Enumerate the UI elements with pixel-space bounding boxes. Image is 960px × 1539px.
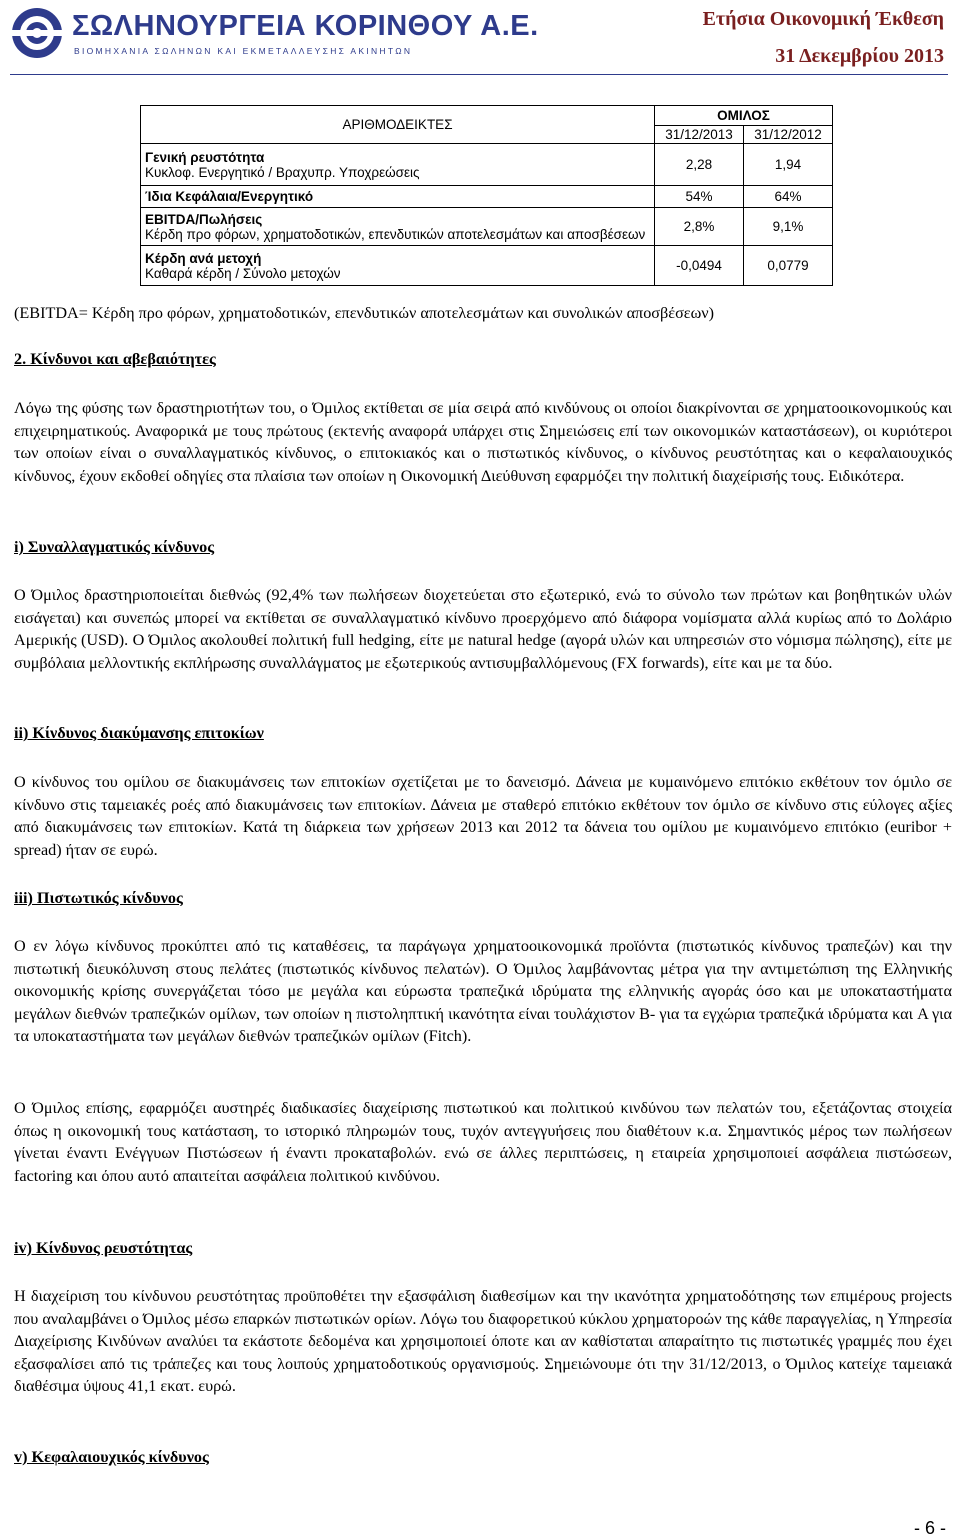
col-2012-header: 31/12/2012: [744, 126, 833, 144]
company-logo-icon: [10, 6, 64, 60]
row-title: Γενική ρευστότητα: [145, 149, 265, 165]
liquidity-risk-heading: iv) Κίνδυνος ρευστότητας: [14, 1239, 193, 1257]
section-2-paragraph: Λόγω της φύσης των δραστηριοτήτων του, ο Όμιλος εκτίθεται σε μία σειρά από κινδύνους οι οποίοι διακρίνονται σε χρηματοοικονομικούς και επιχειρηματικούς. Αναφορικά με τους πρώτους (εκτενής αναφορά υπάρχει στις Σημειώσεις επί των οικονομικών καταστάσεων), οι κυριότεροι των οποίων είναι ο συναλλαγματικός κίνδυνος, ο επιτοκιακός και ο πιστωτικός κίνδυνος, ο κίνδυνος ρευστότητας και ο κεφαλαιουχικός κίνδυνος, έχουν εκδοθεί οδηγίες στα πλαίσια των οποίων η Οικονομική Διεύθυνση εφαρμόζει την πολιτική διαχείρισής τους. Ειδικότερα.: [14, 399, 952, 485]
company-name: ΣΩΛΗΝΟΥΡΓΕΙΑ ΚΟΡΙΝΘΟΥ Α.Ε.: [72, 10, 539, 42]
row-value-2013: 2,8%: [655, 208, 744, 246]
table-title: ΑΡΙΘΜΟΔΕΙΚΤΕΣ: [141, 106, 655, 144]
header-divider: [10, 74, 948, 75]
credit-risk-paragraph-1: Ο εν λόγω κίνδυνος προκύπτει από τις καταθέσεις, τα παράγωγα χρηματοοικονομικά προϊόντα (πιστωτικός κίνδυνος τραπεζών) και την πιστωτική διευκόλυνση στους πελάτες (πιστωτικός κίνδυνος πελατών). Ο Όμιλος λαμβάνοντας μέτρα για την αντιμετώπιση της Ελληνικής οικονομικής κρίσης συνεργάζεται τόσο με μεγάλα και εύρωστα τραπεζικά ιδρύματα της ελληνικής αγοράς όσο και με υποκαταστήματα μεγάλων διεθνών τραπεζικών ομίλων, των οποίων η πιστοληπτική ικανότητα είναι τουλάχιστον B- για τα εγχώρια τραπεζικά ιδρύματα και A για τα υποκαταστήματα των μεγάλων διεθνών τραπεζικών ομίλων (Fitch).: [14, 937, 952, 1045]
liquidity-risk-paragraph: Η διαχείριση του κίνδυνου ρευστότητας προϋποθέτει την εξασφάλιση διαθεσίμων και την ικανότητα χρηματοδότησης των επιμέρους projects που αναλαμβάνει ο Όμιλος μέσω επαρκών πιστωτικών ορίων. Λόγω του διαφορετικού κύκλου χρηματοροών της κάθε παραγγελίας, η Υπηρεσία Διαχείρισης Κινδύνων αναλύει τα εκάστοτε δεδομένα και χρησιμοποιεί όποτε και αν καθίσταται απαραίτητο τις πιστωτικές γραμμές που έχει εξασφαλίσει από τις τράπεζες και τους λοιπούς χρηματοδοτικούς οργανισμούς. Σημειώνουμε ότι την 31/12/2013, ο Όμιλος κατείχε ταμειακά διαθέσιμα ύψους 41,1 εκατ. ευρώ.: [14, 1287, 952, 1395]
row-subtitle: Κέρδη προ φόρων, χρηματοδοτικών, επενδυτικών αποτελεσμάτων και αποσβέσεων: [145, 226, 646, 242]
row-value-2012: 9,1%: [744, 208, 833, 246]
fx-risk-paragraph: Ο Όμιλος δραστηριοποιείται διεθνώς (92,4% των πωλήσεων διοχετεύεται στο εξωτερικό, ενώ το σύνολο των πρώτων και βοηθητικών υλών εισάγεται) και συνεπώς μπορεί να εκτίθεται σε συναλλαγματικό κίνδυνο προερχόμενο από διάφορα νομίσματα αλλά κυρίως από το Δολάριο Αμερικής (USD). Ο Όμιλος ακολουθεί πολιτική full hedging, είτε με natural hedge (αγορά υλών και υπηρεσιών στο νόμισμα πώλησης), είτε με συμβόλαια μελλοντικής εκπλήρωσης συναλλάγματος με εξωτερικούς αντισυμβαλλόμενους (FX forwards), είτε και με τα δύο.: [14, 586, 952, 672]
group-header: ΟΜΙΛΟΣ: [655, 106, 833, 126]
row-value-2012: 1,94: [744, 144, 833, 186]
row-value-2013: -0,0494: [655, 246, 744, 286]
row-subtitle: Καθαρά κέρδη / Σύνολο μετοχών: [145, 265, 341, 281]
row-title: Ίδια Κεφάλαια/Ενεργητικό: [145, 189, 314, 204]
capital-risk-heading: v) Κεφαλαιουχικός κίνδυνος: [14, 1448, 209, 1466]
interest-rate-risk-paragraph: Ο κίνδυνος του ομίλου σε διακυμάνσεις των επιτοκίων σχετίζεται με το δανεισμό. Δάνεια με κυμαινόμενο επιτόκιο εκθέτουν τον όμιλο σε κίνδυνο στις ταμειακές ροές από διακυμάνσεις των επιτοκίων. Δάνεια με σταθερό επιτόκιο εκθέτουν τον όμιλο σε κίνδυνο στις εύλογες αξίες από διακυμάνσεις των επιτοκίων. Κατά τη διάρκεια των χρήσεων 2013 και 2012 τα δάνεια του ομίλου με κυμαινόμενο επιτόκιο (euribor + spread) ήταν σε ευρώ.: [14, 773, 952, 859]
section-2-heading: 2. Κίνδυνοι και αβεβαιότητες: [14, 350, 216, 368]
company-tagline: ΒΙΟΜΗΧΑΝΙΑ ΣΩΛΗΝΩΝ ΚΑΙ ΕΚΜΕΤΑΛΛΕΥΣΗΣ ΑΚΙΝΗΤΩΝ: [74, 46, 413, 56]
ebitda-note: (EBITDA= Κέρδη προ φόρων, χρηματοδοτικών, επενδυτικών αποτελεσμάτων και συνολικών αποσβέσεων): [14, 304, 714, 322]
table-row: [141, 186, 833, 208]
row-value-2013: 2,28: [655, 144, 744, 186]
fx-risk-heading: i) Συναλλαγματικός κίνδυνος: [14, 538, 215, 556]
report-date: 31 Δεκεμβρίου 2013: [775, 45, 944, 67]
company-logo: [10, 6, 539, 60]
page-number: - 6 -: [913, 1518, 946, 1538]
table-row: [141, 144, 833, 186]
table-row: [141, 246, 833, 286]
interest-rate-risk-heading: ii) Κίνδυνος διακύμανσης επιτοκίων: [14, 724, 264, 742]
row-value-2012: 0,0779: [744, 246, 833, 286]
row-value-2013: 54%: [655, 186, 744, 208]
table-row: [141, 208, 833, 246]
ratios-table: [140, 105, 833, 286]
row-title: EBITDA/Πωλήσεις: [145, 211, 263, 227]
row-value-2012: 64%: [744, 186, 833, 208]
credit-risk-paragraph-2: Ο Όμιλος επίσης, εφαρμόζει αυστηρές διαδικασίες διαχείρισης πιστωτικού και πολιτικού κινδύνου των πελατών του, εξετάζοντας στοιχεία όπως η οικονομική τους κατάσταση, το ιστορικό πληρωμών τους, τυχόν αντεγγυήσεις που διαθέτουν κ.α. Σημαντικός μέρος των πωλήσεων γίνεται έναντι Ενέγγυων Πιστώσεων ή έναντι προκαταβολών. ενώ σε άλλες περιπτώσεις, η εταιρεία χρησιμοποιεί ασφάλεια πιστώσεων, factoring και όπου αυτό απαιτείται ασφάλεια πολιτικού κινδύνου.: [14, 1099, 952, 1185]
col-2013-header: 31/12/2013: [655, 126, 744, 144]
row-title: Κέρδη ανά μετοχή: [145, 250, 262, 266]
credit-risk-heading: iii) Πιστωτικός κίνδυνος: [14, 889, 183, 907]
report-title: Ετήσια Οικονομική Έκθεση: [702, 8, 944, 30]
row-subtitle: Κυκλοφ. Ενεργητικό / Βραχυπρ. Υποχρεώσεις: [145, 164, 420, 180]
